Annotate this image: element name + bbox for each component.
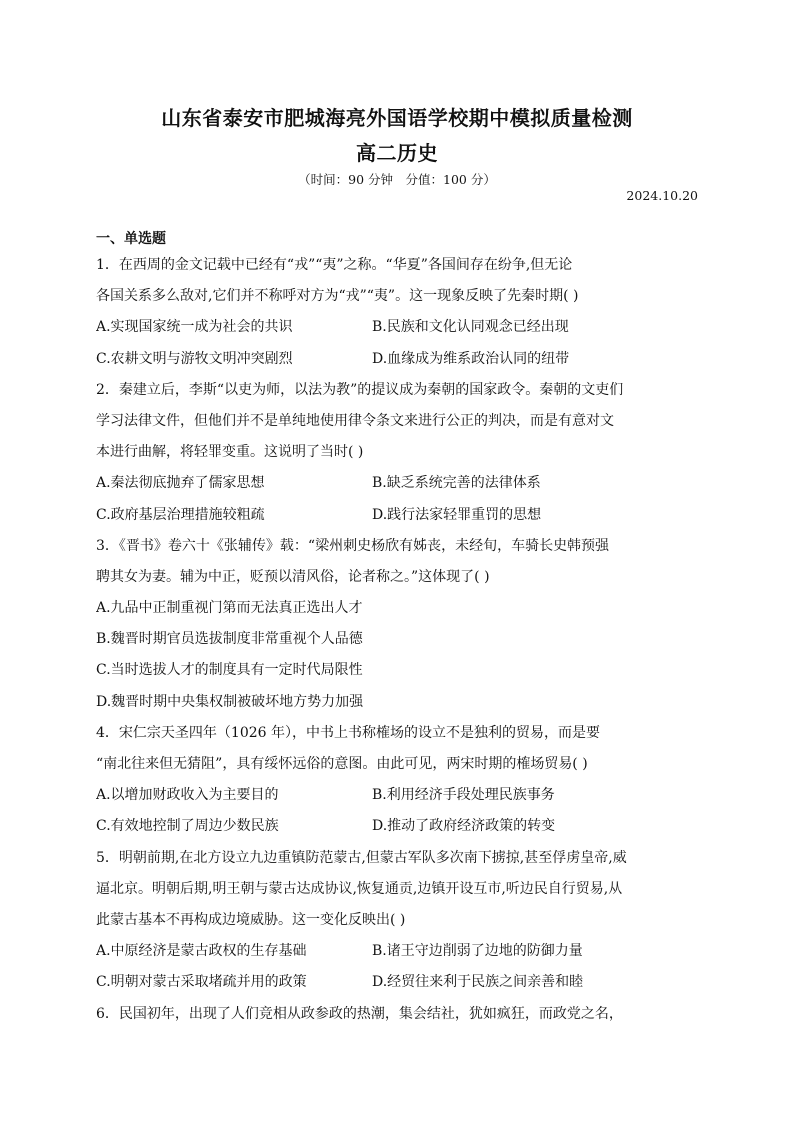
question-stem-line: 逼北京。明朝后期,明王朝与蒙古达成协议,恢复通贡,边镇开设互市,听边民自行贸易,从 xyxy=(96,880,623,897)
option-b: B.诸王守边削弱了边地的防御力量 xyxy=(372,943,583,960)
subject-title: 高二历史 xyxy=(356,141,438,165)
options-row xyxy=(96,500,696,531)
options-row xyxy=(96,811,696,842)
exam-content xyxy=(96,228,696,1030)
option-c: C.政府基层治理措施较粗疏 xyxy=(96,506,265,523)
option-d: D.践行法家轻罪重罚的思想 xyxy=(372,506,542,523)
question-stem-line: 各国关系多么敌对,它们并不称呼对方为“戎”“夷”。这一现象反映了先秦时期( ) xyxy=(96,288,579,305)
question-stem-line: 3．《晋书》卷六十《张辅传》载：“梁州刺史杨欣有姊丧，未经旬，车骑长史韩预强 xyxy=(96,537,610,554)
option-d: D.魏晋时期中央集权制被破坏地方势力加强 xyxy=(96,693,364,710)
question-1 xyxy=(96,250,696,375)
options-row xyxy=(96,344,696,375)
option-b: B.利用经济手段处理民族事务 xyxy=(372,787,555,804)
option-b: B.魏晋时期官员选拔制度非常重视个人品德 xyxy=(96,631,363,648)
section-title: 一、单选题 xyxy=(96,231,166,247)
question-stem-line: 6．民国初年，出现了人们竞相从政参政的热潮，集会结社，犹如疯狂，而政党之名， xyxy=(96,1005,623,1022)
question-5 xyxy=(96,843,696,999)
option-a: A.中原经济是蒙古政权的生存基础 xyxy=(96,943,307,960)
question-stem-line: 学习法律文件，但他们并不是单纯地使用律令条文来进行公正的判决，而是有意对文 xyxy=(96,412,614,429)
question-stem-line: 2．秦建立后，李斯“以吏为师，以法为教”的提议成为秦朝的国家政令。秦朝的文吏们 xyxy=(96,381,624,398)
question-stem-line: 此蒙古基本不再构成边境威胁。这一变化反映出( ) xyxy=(96,911,406,928)
option-c: C.有效地控制了周边少数民族 xyxy=(96,818,279,835)
question-3 xyxy=(96,531,696,718)
question-6 xyxy=(96,999,696,1030)
question-2 xyxy=(96,375,696,531)
options-row xyxy=(96,468,696,499)
option-a: A.秦法彻底抛弃了儒家思想 xyxy=(96,475,265,492)
options-row xyxy=(96,967,696,998)
option-c: C.当时选拔人才的制度具有一定时代局限性 xyxy=(96,662,363,679)
option-a: A.九品中正制重视门第而无法真正选出人才 xyxy=(96,600,363,617)
option-b: B.民族和文化认同观念已经出现 xyxy=(372,319,569,336)
option-d: D.血缘成为维系政治认同的纽带 xyxy=(372,350,570,367)
question-stem-line: 5．明朝前期,在北方设立九边重镇防范蒙古,但蒙古军队多次南下掳掠,甚至俘虏皇帝,威 xyxy=(96,849,627,866)
question-stem-line: 4．宋仁宗天圣四年（1026 年），中书上书称榷场的设立不是独利的贸易，而是要 xyxy=(96,724,600,741)
question-stem-line: 本进行曲解，将轻罪变重。这说明了当时( ) xyxy=(96,444,364,461)
option-c: C.明朝对蒙古采取堵疏并用的政策 xyxy=(96,974,307,991)
option-a: A.实现国家统一成为社会的共识 xyxy=(96,319,293,336)
question-stem-line: 1．在西周的金文记载中已经有“戎”“夷”之称。“华夏”各国间存在纷争,但无论 xyxy=(96,257,573,273)
question-stem-line: 聘其女为妻。辅为中正，贬预以清风俗，论者称之。”这体现了( ) xyxy=(96,568,490,585)
exam-date: 2024.10.20 xyxy=(626,188,698,203)
options-row xyxy=(96,780,696,811)
option-a: A.以增加财政收入为主要目的 xyxy=(96,787,279,804)
option-d: D.推动了政府经济政策的转变 xyxy=(372,818,556,835)
question-4 xyxy=(96,718,696,843)
question-stem-line: “南北往来但无猜阻”，具有绥怀远俗的意图。由此可见，两宋时期的榷场贸易( ) xyxy=(96,756,588,772)
options-row xyxy=(96,312,696,343)
time-score-info: （时间：90 分钟 分值：100 分） xyxy=(298,172,496,187)
option-d: D.经贸往来利于民族之间亲善和睦 xyxy=(372,974,584,991)
exam-title: 山东省泰安市肥城海亮外国语学校期中模拟质量检测 xyxy=(161,106,633,130)
options-row xyxy=(96,936,696,967)
option-b: B.缺乏系统完善的法律体系 xyxy=(372,475,541,492)
option-c: C.农耕文明与游牧文明冲突剧烈 xyxy=(96,350,293,367)
